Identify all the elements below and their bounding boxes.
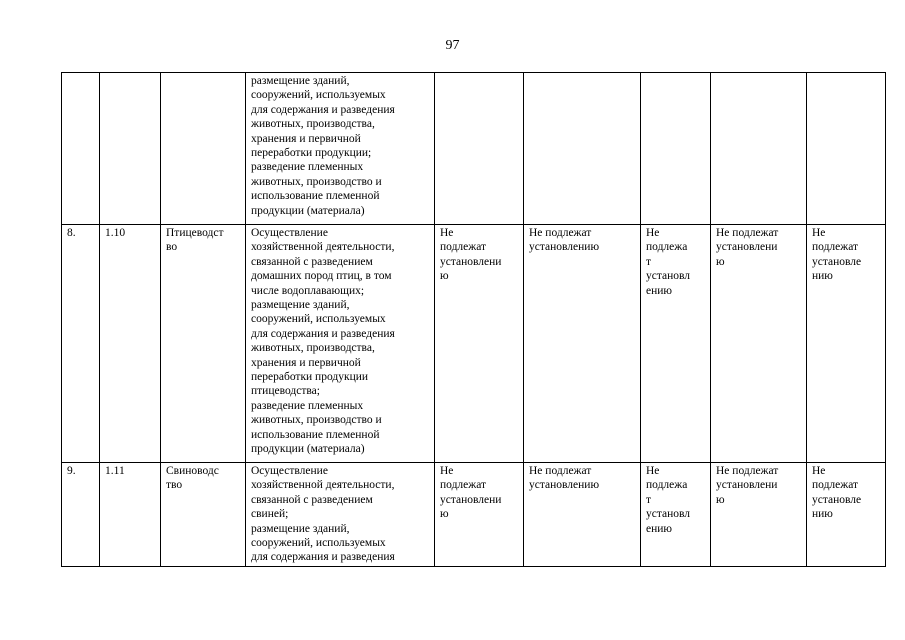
regulation-cell	[807, 73, 886, 225]
use-name-cell	[161, 225, 246, 463]
code-cell	[100, 73, 161, 225]
cell-text-line: для содержания и разведения	[251, 327, 395, 340]
cell-text-line: подлежат	[440, 479, 487, 492]
regulation-cell	[641, 73, 711, 225]
cell-text-line: продукции (материала)	[251, 443, 365, 456]
cell-text-line: нию	[812, 508, 833, 521]
cell-text-line: размещение зданий,	[251, 299, 350, 312]
cell-text-line: для содержания и разведения	[251, 551, 395, 564]
cell-text-line: Не	[440, 465, 454, 477]
cell-text-line: установлению	[529, 241, 600, 254]
cell-text-line: хранения и первичной	[251, 356, 361, 369]
regulation-cell	[524, 73, 641, 225]
regulation-cell	[641, 225, 711, 463]
cell-text-line: Осуществление	[251, 227, 328, 239]
cell-text-line: установлени	[716, 241, 778, 254]
cell-text-line: продукции (материала)	[251, 204, 365, 217]
regulation-cell	[711, 463, 807, 567]
cell-text-line: Свиноводс	[166, 465, 219, 477]
cell-text-line: для содержания и разведения	[251, 103, 395, 116]
regulation-cell	[435, 225, 524, 463]
regulation-cell	[524, 463, 641, 567]
cell-text-line: Не	[646, 465, 660, 477]
cell-text-line: животных, производства,	[251, 342, 375, 355]
description-cell	[246, 463, 435, 567]
cell-text-line: установлени	[716, 479, 778, 492]
row-number-cell	[62, 463, 100, 567]
cell-text-line: Осуществление	[251, 465, 328, 477]
cell-text-line: т	[646, 493, 652, 506]
land-use-table	[61, 72, 886, 567]
cell-text-line: 1.11	[105, 465, 125, 477]
page-number: 97	[445, 38, 460, 53]
cell-text-line: связанной с разведением	[251, 255, 373, 268]
cell-text-line: размещение зданий,	[251, 522, 350, 535]
cell-text-line: Не	[646, 227, 660, 239]
cell-text-line: подлежат	[812, 241, 859, 254]
cell-text-line: использование племенной	[251, 190, 380, 203]
cell-text-line: переработки продукции	[251, 371, 369, 384]
cell-text-line: свиней;	[251, 508, 289, 521]
cell-text-line: установл	[646, 270, 691, 283]
cell-text-line: животных, производство и	[251, 175, 382, 188]
cell-text-line: сооружений, используемых	[251, 537, 386, 550]
regulation-cell	[641, 463, 711, 567]
cell-text-line: птицеводства;	[251, 385, 320, 398]
regulation-cell	[435, 463, 524, 567]
use-name-cell	[161, 73, 246, 225]
cell-text-line: 1.10	[105, 227, 126, 239]
cell-text-line: животных, производство и	[251, 414, 382, 427]
cell-text-line: животных, производства,	[251, 118, 375, 131]
cell-text-line: подлежа	[646, 241, 688, 254]
cell-text-line: сооружений, используемых	[251, 313, 386, 326]
cell-text-line: числе водоплавающих;	[251, 284, 365, 297]
regulation-cell	[435, 73, 524, 225]
cell-text-line: нию	[812, 270, 833, 283]
cell-text-line: ению	[646, 522, 673, 535]
cell-text-line: 8.	[67, 227, 76, 239]
cell-text-line: установлени	[440, 255, 502, 268]
cell-text-line: Птицеводст	[166, 227, 224, 239]
cell-text-line: использование племенной	[251, 428, 380, 441]
cell-text-line: ению	[646, 284, 673, 297]
cell-text-line: установл	[646, 508, 691, 521]
cell-text-line: во	[166, 241, 178, 254]
cell-text-line: установлению	[529, 479, 600, 492]
cell-text-line: хозяйственной деятельности,	[251, 479, 395, 492]
cell-text-line: Не	[440, 227, 454, 239]
cell-text-line: размещение зданий,	[251, 75, 350, 87]
table-row	[62, 463, 886, 567]
cell-text-line: подлежа	[646, 479, 688, 492]
cell-text-line: установле	[812, 255, 862, 268]
table-row	[62, 73, 886, 225]
cell-text-line: ю	[440, 508, 449, 521]
code-cell	[100, 463, 161, 567]
description-cell	[246, 225, 435, 463]
cell-text-line: Не	[812, 227, 826, 239]
cell-text-line: Не подлежат	[716, 465, 779, 477]
cell-text-line: разведение племенных	[251, 161, 364, 174]
cell-text-line: домашних пород птиц, в том	[251, 270, 392, 283]
cell-text-line: 9.	[67, 465, 76, 477]
code-cell	[100, 225, 161, 463]
row-number-cell	[62, 225, 100, 463]
cell-text-line: разведение племенных	[251, 399, 364, 412]
regulation-cell	[807, 463, 886, 567]
cell-text-line: ю	[716, 493, 725, 506]
cell-text-line: подлежат	[440, 241, 487, 254]
regulation-cell	[711, 73, 807, 225]
cell-text-line: т	[646, 255, 652, 268]
table-row	[62, 225, 886, 463]
cell-text-line: Не подлежат	[529, 465, 592, 477]
regulation-cell	[711, 225, 807, 463]
cell-text-line: Не подлежат	[529, 227, 592, 239]
cell-text-line: ю	[716, 255, 725, 268]
regulation-cell	[807, 225, 886, 463]
cell-text-line: установлени	[440, 493, 502, 506]
cell-text-line: сооружений, используемых	[251, 89, 386, 102]
row-number-cell	[62, 73, 100, 225]
cell-text-line: хозяйственной деятельности,	[251, 241, 395, 254]
cell-text-line: связанной с разведением	[251, 493, 373, 506]
description-cell	[246, 73, 435, 225]
cell-text-line: хранения и первичной	[251, 132, 361, 145]
cell-text-line: подлежат	[812, 479, 859, 492]
cell-text-line: переработки продукции;	[251, 147, 372, 160]
use-name-cell	[161, 463, 246, 567]
cell-text-line: Не подлежат	[716, 227, 779, 239]
cell-text-line: ю	[440, 270, 449, 283]
cell-text-line: тво	[166, 479, 183, 492]
cell-text-line: Не	[812, 465, 826, 477]
regulation-cell	[524, 225, 641, 463]
cell-text-line: установле	[812, 493, 862, 506]
